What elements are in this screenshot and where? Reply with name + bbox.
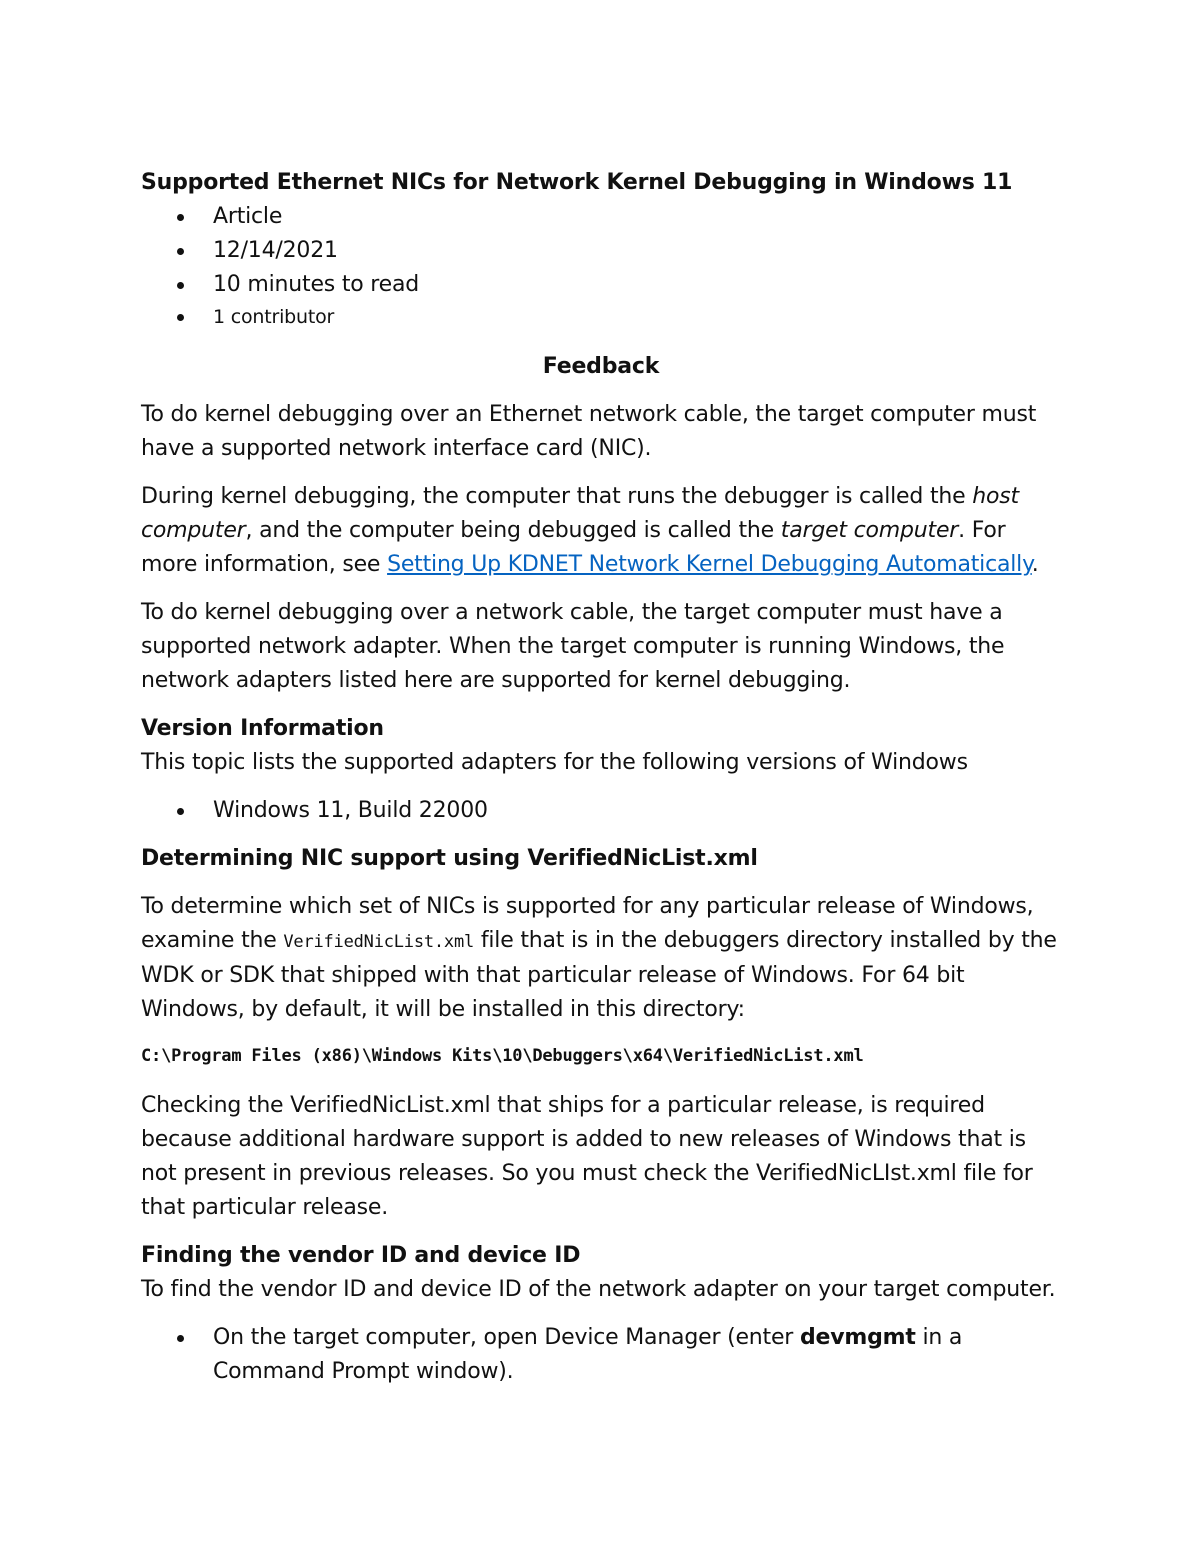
- article-meta-list: [141, 200, 1061, 332]
- intro-p2-text-b: , and the computer being debugged is called the: [245, 518, 781, 543]
- version-information-text: This topic lists the supported adapters for the following versions of Windows: [141, 750, 968, 775]
- finding-vendor-id-heading: Finding the vendor ID and device ID: [141, 1243, 581, 1268]
- version-list-item: Windows 11, Build 22000: [141, 794, 1061, 828]
- step-text-a: On the target computer, open Device Manager (enter: [213, 1325, 800, 1350]
- document-page: [141, 166, 1061, 1403]
- intro-p2-host-term: host computer: [141, 484, 1019, 543]
- devmgmt-command: devmgmt: [799, 1325, 916, 1350]
- determining-paragraph-1: [141, 890, 1061, 1027]
- intro-paragraph-1: To do kernel debugging over an Ethernet network cable, the target computer must have a supported network interface card (NIC).: [141, 402, 1037, 461]
- intro-p2-text-d: .: [1031, 552, 1039, 577]
- install-path-code: C:\Program Files (x86)\Windows Kits\10\Debuggers\x64\VerifiedNicList.xml: [141, 1046, 864, 1066]
- kdnet-setup-link[interactable]: Setting Up KDNET Network Kernel Debugging Automatically: [387, 552, 1032, 577]
- meta-read-time: 10 minutes to read: [141, 268, 1061, 302]
- intro-p2-text-c: . For more information, see: [141, 518, 1006, 577]
- determining-p1-text-a: To determine which set of NICs is supported for any particular release of Windows, examine the: [141, 894, 1034, 953]
- intro-paragraph-2: [141, 480, 1061, 582]
- finding-step-item: [141, 1321, 1061, 1389]
- meta-date: 12/14/2021: [141, 234, 1061, 268]
- meta-contributors[interactable]: 1 contributor: [141, 302, 1061, 332]
- verified-nic-list-filename: VerifiedNicList.xml: [283, 932, 475, 952]
- finding-vendor-id-text: To find the vendor ID and device ID of the network adapter on your target computer.: [141, 1277, 1056, 1302]
- intro-paragraph-3: To do kernel debugging over a network cable, the target computer must have a supported network adapter. When the target computer is running Windows, the network adapters listed here are supported for kernel debugging.: [141, 600, 1005, 693]
- version-information-heading: Version Information: [141, 716, 384, 741]
- version-list: [141, 794, 1061, 828]
- meta-article-type: Article: [141, 200, 1061, 234]
- page-title: Supported Ethernet NICs for Network Kernel Debugging in Windows 11: [141, 170, 1013, 195]
- finding-steps-list: [141, 1321, 1061, 1389]
- intro-p2-text-a: During kernel debugging, the computer that runs the debugger is called the: [141, 484, 973, 509]
- intro-p2-target-term: target computer: [780, 518, 959, 543]
- determining-paragraph-2: Checking the VerifiedNicList.xml that ships for a particular release, is required because additional hardware support is added to new releases of Windows that is not present in previous releases. So you must check the VerifiedNicLIst.xml file for that particular release.: [141, 1093, 1033, 1220]
- determining-nic-support-heading: Determining NIC support using VerifiedNicList.xml: [141, 846, 758, 871]
- step-text-b: in a Command Prompt window).: [213, 1325, 963, 1384]
- determining-p1-text-b: file that is in the debuggers directory installed by the WDK or SDK that shipped with that particular release of Windows. For 64 bit Windows, by default, it will be installed in this directory:: [141, 928, 1057, 1022]
- feedback-link[interactable]: Feedback: [542, 354, 660, 379]
